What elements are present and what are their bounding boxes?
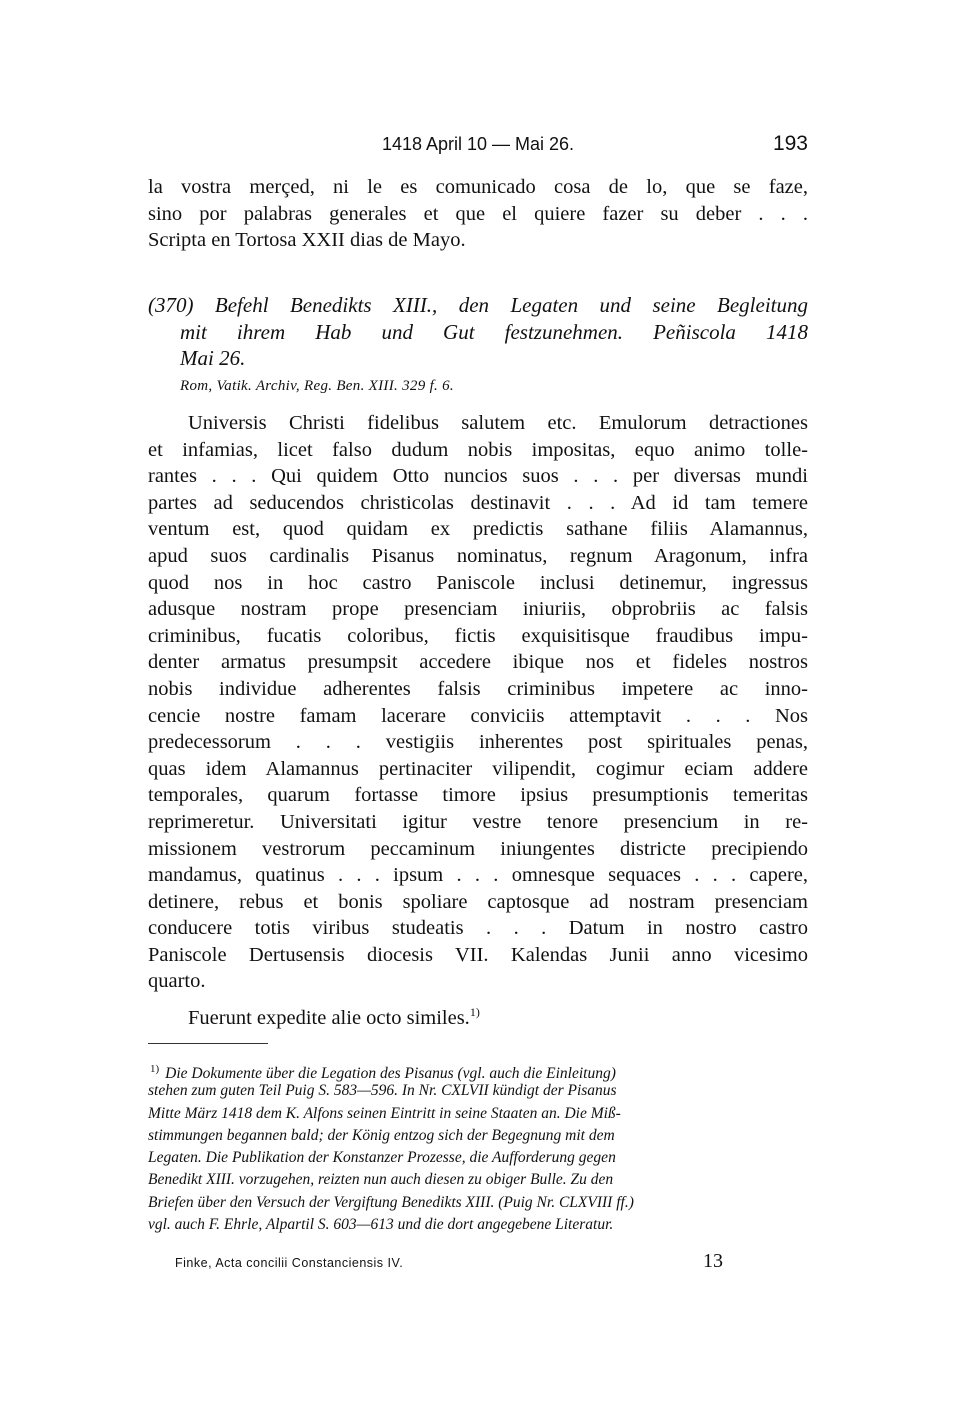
heading-line: Mai 26. (180, 346, 246, 371)
archival-source: Rom, Vatik. Archiv, Reg. Ben. XIII. 329 f. 6. (180, 378, 454, 394)
body-line: mandamus, quatinus . . . ipsum . . . omnesque sequaces . . . capere, (148, 864, 808, 887)
body-line: conducere totis viribus studeatis . . . Datum in nostro castro (148, 917, 808, 940)
body-line: partes ad seducendos christicolas destinavit . . . Ad id tam temere (148, 491, 808, 514)
body-line: criminibus, fucatis coloribus, fictis exquisitisque fraudibus impu- (148, 624, 808, 647)
footnote-line (148, 1058, 808, 1083)
text-line: sino por palabras generales et que el quiere fazer su deber . . . (148, 202, 808, 225)
body-line: denter armatus presumpsit accedere ibique nos et fideles nostros (148, 651, 808, 674)
signature-number: 13 (703, 1250, 723, 1272)
body-line: predecessorum . . . vestigiis inherentes post spirituales penas, (148, 731, 808, 754)
body-line: temporales, quarum fortasse timore ipsius presumptionis temeritas (148, 784, 808, 807)
running-head: 1418 April 10 — Mai 26. (381, 134, 575, 154)
body-line: et infamias, licet falso dudum nobis impositas, equo animo tolle- (148, 438, 808, 461)
document-body (148, 410, 808, 1029)
footnote-text: Die Dokumente über die Legation des Pisanus (vgl. auch die Einleitung) (165, 1065, 616, 1083)
body-line: Paniscole Dertusensis diocesis VII. Kalendas Junii anno vicesimo (148, 943, 808, 966)
body-line: apud suos cardinalis Pisanus nominatus, regnum Aragonum, infra (148, 544, 808, 567)
footnote-separator (148, 1043, 268, 1044)
body-line: Universis Christi fidelibus salutem etc. Emulorum detractiones (188, 412, 808, 434)
body-line: quarto. (148, 970, 206, 993)
footnote-line: Legaten. Die Publikation der Konstanzer Prozesse, die Aufforderung gegen (148, 1149, 616, 1167)
body-line: quod nos in hoc castro Paniscole inclusi detinemur, ingressus (148, 571, 808, 594)
footnote-line: stimmungen begannen bald; der König entzog sich der Begegnung mit dem (148, 1126, 615, 1144)
body-line: cencie nostre famam lacerare conviciis attemptavit . . . Nos (148, 704, 808, 727)
body-line: nobis individue adherentes falsis criminibus impetere ac inno- (148, 677, 808, 700)
footnote-marker: 1) (150, 1063, 160, 1075)
footnote-line: stehen zum guten Teil Puig S. 583—596. In Nr. CXLVII kündigt der Pisanus (148, 1082, 617, 1100)
body-line: ventum est, quod quidam ex predictis sathane filiis Alamannus, (148, 518, 808, 541)
body-line: quas idem Alamannus pertinaciter vilipendit, cogimur eciam addere (148, 757, 808, 780)
footnote-line: Benedikt XIII. vorzugehen, reizten nun auch diesen zu obiger Bulle. Zu den (148, 1171, 614, 1189)
heading-line: (370) Befehl Benedikts XIII., den Legaten und seine Begleitung (148, 293, 808, 317)
page-number: 193 (772, 132, 808, 155)
footnote-reference: 1) (469, 1005, 480, 1020)
page-header (148, 134, 808, 164)
intro-paragraph (148, 174, 808, 254)
body-line: missionem vestrorum peccaminum iniungentes districte precipiendo (148, 837, 808, 860)
body-line: adusque nostram prope presenciam iniuriis, obprobriis ac falsis (148, 598, 808, 621)
body-line: rantes . . . Qui quidem Otto nuncios suos . . . per diversas mundi (148, 465, 808, 488)
body-line: detinere, rebus et bonis spoliare captosque ad nostram presenciam (148, 890, 808, 913)
footnote-line: Briefen über den Versuch der Vergiftung Benedikts XIII. (Puig Nr. CLXVIII ff.) (148, 1193, 634, 1211)
footnote-line: vgl. auch F. Ehrle, Alpartil S. 603—613 und die dort angegebene Literatur. (148, 1216, 614, 1234)
entry-heading (148, 292, 808, 372)
body-line: reprimeretur. Universitati igitur vestre tenore presencium in re- (148, 810, 808, 833)
heading-line: mit ihrem Hab und Gut festzunehmen. Peñiscola 1418 (180, 319, 808, 344)
footnote (148, 1058, 808, 1236)
text-line: Scripta en Tortosa XXII dias de Mayo. (148, 229, 466, 252)
signature-line: Finke, Acta concilii Constanciensis IV. (175, 1256, 404, 1270)
closing-text: Fuerunt expedite alie octo similes. (188, 1006, 470, 1029)
text-line: la vostra merçed, ni le es comunicado cosa de lo, que se faze, (148, 176, 808, 198)
page-footer (175, 1250, 723, 1274)
footnote-line: Mitte März 1418 dem K. Alfons seinen Eintritt in seine Staaten an. Die Miß- (148, 1104, 621, 1122)
closing-line (148, 999, 808, 1029)
